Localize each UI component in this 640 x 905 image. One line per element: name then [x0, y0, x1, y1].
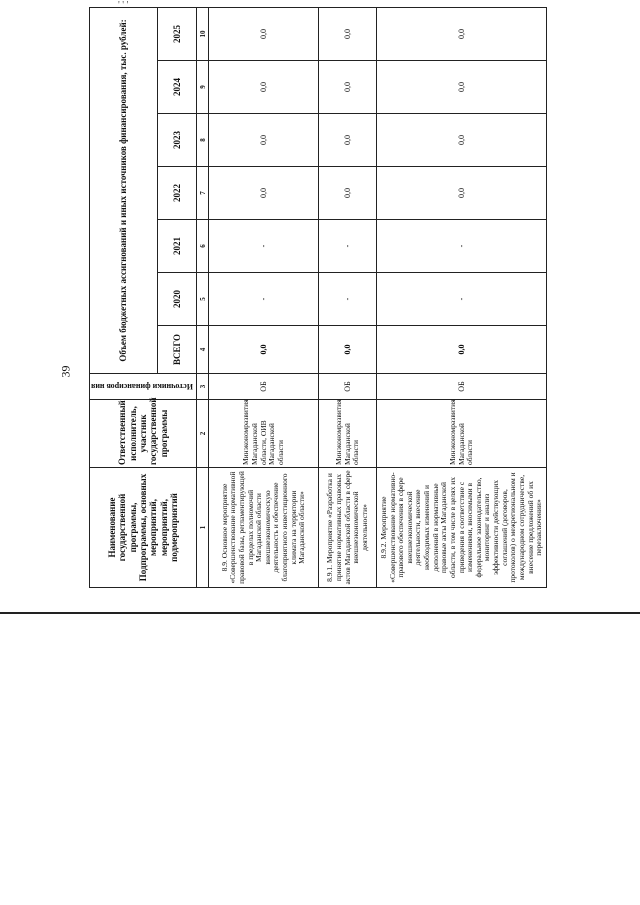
- header-year-2020: 2020: [157, 273, 197, 326]
- row-name: 8.9.2. Мероприятие «Совершенствование нормативно-правового обеспечения в сфере внешнеэкономической деятельности, внесение необходимых изменений и дополнений в нормативные правовые акты Магаданской области, в том числе в целях их приведения в соответствие с изменениями, вносимыми в федеральное законодательство, мониторинг и анализ эффективности действующих соглашений (договоров, протоколов) о межрегиональном и международном сотрудничестве, внесение предложений об их перезаключении»: [377, 468, 547, 588]
- header-year-2025: 2025: [157, 7, 197, 60]
- header-year-2021: 2021: [157, 220, 197, 273]
- row-name: 8.9. Основное мероприятие «Совершенствование нормативной правовой базы, регламентирующей в пределах полномочий Магаданской области внешнеэкономическую деятельность и обеспечение благоприятного инвестиционного климата на территории Магаданской области»: [209, 468, 319, 588]
- row-value: 0,0: [319, 114, 377, 167]
- col-number: 9: [197, 61, 209, 114]
- row-total: 0,0: [209, 326, 319, 374]
- col-number: 2: [197, 400, 209, 468]
- col-number: 6: [197, 220, 209, 273]
- col-number: 8: [197, 114, 209, 167]
- header-name: Наименование государственной программы, Подпрограммы, основных мероприятий, мероприятий, подмероприятий: [90, 468, 197, 588]
- top-scan-marks: ' ' ': [118, 0, 129, 11]
- row-value: 0,0: [209, 61, 319, 114]
- table-row: [209, 7, 319, 587]
- row-value: -: [377, 273, 547, 326]
- header-year-2022: 2022: [157, 167, 197, 220]
- rotated-table-container: [89, 8, 544, 588]
- header-executor: Ответственный исполнитель, участник государственной программы: [90, 400, 197, 468]
- col-number: 5: [197, 273, 209, 326]
- row-value: 0,0: [377, 7, 547, 60]
- row-value: 0,0: [209, 114, 319, 167]
- table-row: [377, 7, 547, 587]
- row-total: 0,0: [377, 326, 547, 374]
- col-number: 10: [197, 7, 209, 60]
- row-executor: Минэкономразвития Магаданской области: [319, 400, 377, 468]
- row-value: 0,0: [209, 167, 319, 220]
- row-value: 0,0: [377, 61, 547, 114]
- row-value: -: [319, 220, 377, 273]
- row-value: 0,0: [319, 167, 377, 220]
- row-executor: Минэкономразвития Магаданской области: [377, 400, 547, 468]
- row-value: -: [319, 273, 377, 326]
- row-value: -: [209, 273, 319, 326]
- header-source: [90, 374, 197, 400]
- row-value: 0,0: [319, 7, 377, 60]
- page-number: 39: [58, 365, 73, 378]
- row-value: -: [377, 220, 547, 273]
- row-value: -: [209, 220, 319, 273]
- row-executor: Минэкономразвития Магаданской области, ОИВ Магаданской области: [209, 400, 319, 468]
- header-year-2023: 2023: [157, 114, 197, 167]
- row-value: 0,0: [377, 167, 547, 220]
- bottom-rule: [0, 612, 640, 614]
- row-total: 0,0: [319, 326, 377, 374]
- col-number: 3: [197, 374, 209, 400]
- header-year-2024: 2024: [157, 61, 197, 114]
- row-source: ОБ: [319, 374, 377, 400]
- row-name: 8.9.1. Мероприятие «Разработка и принятие нормативных правовых актов Магаданской области в сфере внешнеэкономической деятельности»: [319, 468, 377, 588]
- header-total: ВСЕГО: [157, 326, 197, 374]
- col-number: 1: [197, 468, 209, 588]
- row-value: 0,0: [319, 61, 377, 114]
- row-value: 0,0: [377, 114, 547, 167]
- row-source: ОБ: [209, 374, 319, 400]
- header-volume: Объем бюджетных ассигнований и иных источников финансирования, тыс. рублей:: [90, 7, 158, 373]
- header-source-text: Источники финансиров ния: [91, 382, 193, 392]
- col-number: 4: [197, 326, 209, 374]
- row-source: ОБ: [377, 374, 547, 400]
- table-row: [319, 7, 377, 587]
- col-number: 7: [197, 167, 209, 220]
- financing-table: [89, 7, 547, 588]
- row-value: 0,0: [209, 7, 319, 60]
